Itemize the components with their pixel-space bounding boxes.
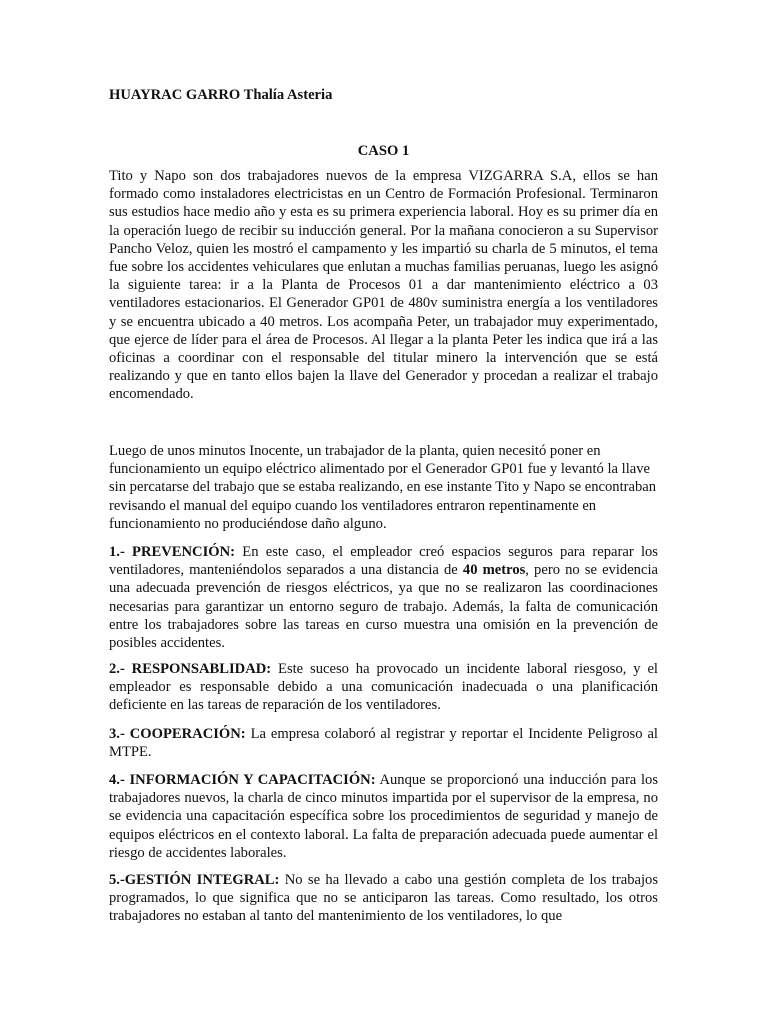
- section-text: Este suceso ha provocado un incidente laboral riesgoso, y el empleador es responsable debido a una comunicación inadecuada o una planificación deficiente en las tareas de reparación de los ventiladores.: [109, 661, 658, 714]
- section-text: En este caso, el empleador creó espacios seguros para reparar los ventiladores, manteniéndolos separados a una distancia de: [109, 544, 658, 579]
- section-text: La empresa colaboró al registrar y reportar el Incidente Peligroso al MTPE.: [109, 726, 658, 761]
- section-heading: 3.- COOPERACIÓN:: [109, 726, 246, 742]
- section-prevencion: [109, 543, 658, 652]
- case-title: CASO 1: [357, 143, 410, 159]
- section-informacion-capacitacion: [109, 771, 658, 862]
- section-text: No se ha llevado a cabo una gestión completa de los trabajos programados, lo que significa que no se anticiparon las tareas. Como resultado, los otros trabajadores no estaban al tanto del mantenimiento de los ventiladores, lo que: [109, 872, 659, 925]
- section-heading: 1.- PREVENCIÓN:: [109, 544, 236, 560]
- section-heading: 5.-GESTIÓN INTEGRAL:: [109, 872, 280, 888]
- section-heading: 4.- INFORMACIÓN Y CAPACITACIÓN:: [109, 772, 376, 788]
- section-gestion-integral: [109, 871, 658, 926]
- section-text-continued: , pero no se evidencia una adecuada prevención de riesgos eléctricos, ya que no se realizaron las coordinaciones necesarias para garantizar un entorno seguro de trabajo. Además, la falta de comunicación entre los trabajadores sobre las tareas en curso muestra una omisión en la prevención de posibles accidentes.: [109, 562, 658, 652]
- section-emphasis: 40 metros: [462, 562, 526, 579]
- section-responsabilidad: [109, 660, 658, 715]
- author-name: HUAYRAC GARRO Thalía Asteria: [109, 87, 333, 103]
- case-paragraph-2: Luego de unos minutos Inocente, un trabajador de la planta, quien necesitó poner en funcionamiento un equipo eléctrico alimentado por el Generador GP01 fue y levantó la llave sin percatarse del trabajo que se estaba realizando, en ese instante Tito y Napo se encontraban revisando el manual del equipo cuando los ventiladores entraron repentinamente en funcionamiento no produciéndose daño alguno.: [109, 443, 657, 532]
- section-heading: 2.- RESPONSABLIDAD:: [109, 661, 272, 677]
- case-paragraph-1: Tito y Napo son dos trabajadores nuevos de la empresa VIZGARRA S.A, ellos se han formado como instaladores electricistas en un Centro de Formación Profesional. Terminaron sus estudios hace medio año y esta es su primera experiencia laboral. Hoy es su primer día en la operación luego de recibir su inducción general. Por la mañana conocieron a su Supervisor Pancho Veloz, quien les mostró el campamento y les impartió su charla de 5 minutos, el tema fue sobre los accidentes vehiculares que enlutan a muchas familias peruanas, luego les asignó la siguiente tarea: ir a la Planta de Procesos 01 a dar mantenimiento eléctrico a 03 ventiladores estacionarios. El Generador GP01 de 480v suministra energía a los ventiladores y se encuentra ubicado a 40 metros. Los acompaña Peter, un trabajador muy experimentado, que ejerce de líder para el área de Procesos. Al llegar a la planta Peter les indica que irá a las oficinas a coordinar con el responsable del titular minero la intervención que se está realizando y que en tanto ellos bajen la llave del Generador y procedan a realizar el trabajo encomendado.: [109, 168, 658, 403]
- section-text: Aunque se proporcionó una inducción para los trabajadores nuevos, la charla de cinco minutos impartida por el supervisor de la empresa, no se evidencia una capacitación específica sobre los procedimientos de seguridad y manejo de equipos eléctricos en el contexto laboral. La falta de preparación adecuada puede aumentar el riesgo de accidentes laborales.: [109, 772, 658, 861]
- section-cooperacion: [109, 725, 658, 761]
